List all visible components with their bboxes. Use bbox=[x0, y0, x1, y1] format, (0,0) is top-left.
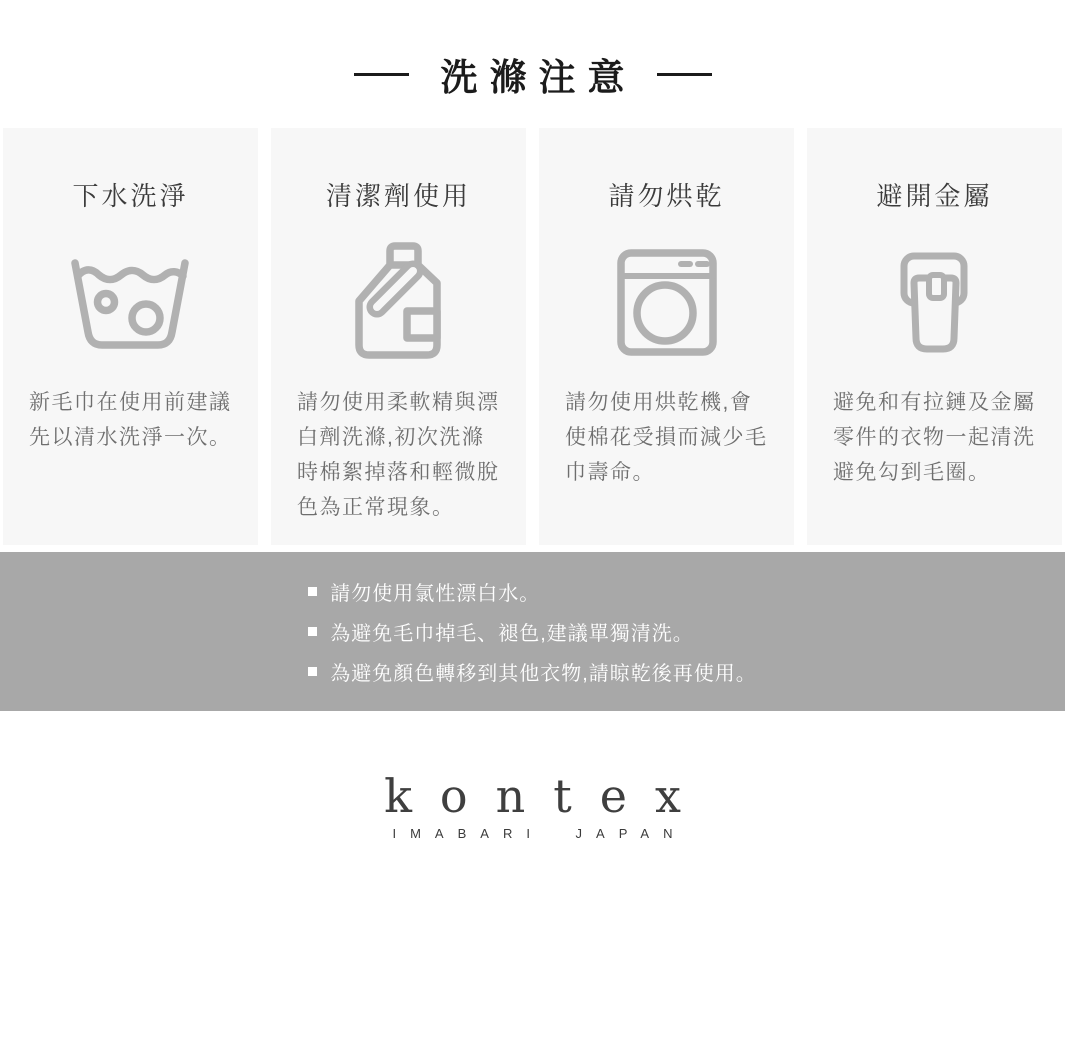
washing-machine-icon bbox=[539, 241, 794, 363]
note-item bbox=[308, 652, 757, 692]
care-column-no-tumble-dry bbox=[539, 128, 794, 545]
page-title: 洗滌注意 bbox=[440, 55, 637, 99]
care-column-avoid-metal bbox=[807, 128, 1062, 545]
bullet-square-icon bbox=[308, 587, 317, 596]
care-column-heading: 清潔劑使用 bbox=[325, 181, 471, 211]
title-dash-left-icon bbox=[354, 73, 409, 76]
title-dash-right-icon bbox=[657, 73, 712, 76]
section-header bbox=[0, 0, 1065, 102]
care-column-body: 請勿使用柔軟精與漂白劑洗滌,初次洗滌時棉絮掉落和輕微脫色為正常現象。 bbox=[297, 391, 500, 519]
wash-basin-icon bbox=[3, 241, 258, 363]
care-column-body: 避免和有拉鏈及金屬零件的衣物一起清洗避免勾到毛圈。 bbox=[833, 391, 1036, 484]
brand-logo-wordmark: kontex bbox=[384, 769, 709, 823]
notes-banner bbox=[0, 552, 1065, 711]
detergent-bottle-icon bbox=[271, 241, 526, 363]
note-item bbox=[308, 612, 757, 652]
care-column-body: 請勿使用烘乾機,會使棉花受損而減少毛巾壽命。 bbox=[565, 391, 768, 484]
care-column-heading: 避開金屬 bbox=[876, 181, 993, 211]
note-text: 為避免毛巾掉毛、褪色,建議單獨清洗。 bbox=[330, 623, 694, 645]
notes-list bbox=[308, 572, 757, 692]
note-text: 為避免顏色轉移到其他衣物,請晾乾後再使用。 bbox=[330, 663, 757, 685]
note-item bbox=[308, 572, 757, 612]
care-column-rinse bbox=[3, 128, 258, 545]
care-column-body: 新毛巾在使用前建議先以清水洗淨一次。 bbox=[29, 391, 232, 449]
note-text: 請勿使用氯性漂白水。 bbox=[330, 583, 541, 605]
zipper-icon bbox=[807, 241, 1062, 363]
care-columns bbox=[0, 128, 1065, 545]
bullet-square-icon bbox=[308, 627, 317, 636]
brand-logo bbox=[0, 769, 1065, 841]
brand-logo-subtitle: IMABARI JAPAN bbox=[392, 826, 687, 841]
care-column-heading: 請勿烘乾 bbox=[608, 181, 725, 211]
care-column-detergent bbox=[271, 128, 526, 545]
care-column-heading: 下水洗淨 bbox=[72, 181, 189, 211]
bullet-square-icon bbox=[308, 667, 317, 676]
